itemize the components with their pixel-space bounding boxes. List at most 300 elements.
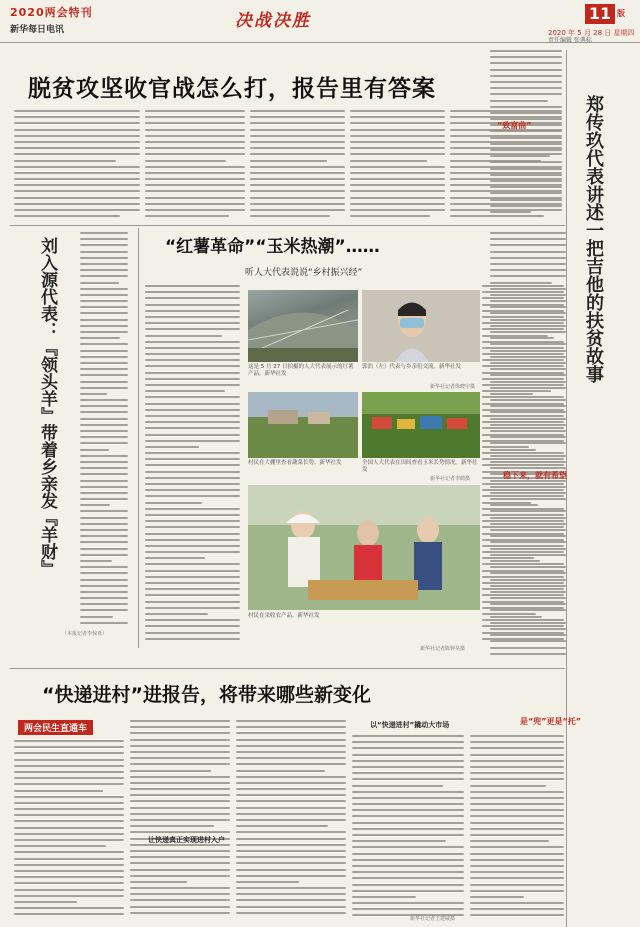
- text-line: [470, 865, 564, 867]
- text-line: [350, 184, 445, 186]
- text-line: [490, 616, 542, 618]
- text-line: [145, 508, 240, 510]
- column-divider: [138, 228, 139, 648]
- text-line: [490, 275, 566, 277]
- text-line: [490, 211, 531, 213]
- text-line: [145, 619, 240, 621]
- text-line: [470, 766, 564, 768]
- text-line: [236, 763, 346, 765]
- text-line: [145, 495, 240, 497]
- text-line: [470, 815, 564, 817]
- text-line: [130, 869, 230, 871]
- text-line: [80, 449, 109, 451]
- text-line: [14, 203, 140, 205]
- text-line: [145, 166, 245, 168]
- text-line: [490, 609, 566, 611]
- bottom-credit: 新华社记者王建威摄: [410, 916, 456, 922]
- text-line: [236, 720, 346, 722]
- text-line: [490, 498, 566, 500]
- text-line: [145, 209, 245, 211]
- text-line: [490, 192, 562, 194]
- text-line: [145, 539, 240, 541]
- text-line: [470, 822, 564, 824]
- text-line: [80, 337, 120, 339]
- text-line: [80, 331, 128, 333]
- text-line: [14, 790, 103, 792]
- photo2-caption: 郭浩（左）代表与乡亲们交流。新华社发: [362, 364, 462, 370]
- text-line: [145, 514, 240, 516]
- text-line: [14, 197, 140, 199]
- text-line: [470, 846, 564, 848]
- text-line: [14, 184, 140, 186]
- text-line: [490, 449, 536, 451]
- text-line: [80, 257, 128, 259]
- bottom-article-col2: [130, 720, 230, 922]
- text-line: [145, 347, 240, 349]
- text-line: [490, 69, 562, 71]
- text-line: [145, 372, 240, 374]
- text-line: [352, 778, 464, 780]
- text-line: [145, 153, 245, 155]
- text-line: [470, 884, 564, 886]
- text-line: [145, 141, 245, 143]
- text-line: [14, 209, 140, 211]
- text-line: [14, 820, 124, 822]
- text-line: [80, 591, 128, 593]
- text-line: [80, 251, 128, 253]
- text-line: [14, 858, 124, 860]
- text-line: [352, 785, 443, 787]
- text-line: [130, 906, 230, 908]
- text-line: [250, 129, 345, 131]
- text-line: [80, 300, 128, 302]
- text-line: [490, 93, 562, 95]
- page-label: 版: [617, 9, 625, 18]
- text-line: [470, 828, 564, 830]
- text-line: [490, 100, 548, 102]
- text-line: [490, 356, 566, 358]
- text-line: [490, 461, 566, 463]
- text-line: [130, 739, 230, 741]
- text-line: [352, 846, 464, 848]
- text-line: [490, 180, 562, 182]
- text-line: [14, 190, 140, 192]
- text-line: [250, 166, 345, 168]
- text-line: [14, 845, 106, 847]
- text-line: [80, 387, 128, 389]
- text-line: [14, 746, 124, 748]
- text-line: [470, 834, 564, 836]
- text-line: [236, 726, 346, 728]
- text-line: [14, 166, 140, 168]
- text-line: [350, 197, 445, 199]
- text-line: [470, 877, 564, 879]
- text-line: [352, 791, 464, 793]
- text-line: [80, 548, 128, 550]
- text-line: [470, 908, 564, 910]
- text-line: [490, 232, 566, 234]
- text-line: [350, 129, 445, 131]
- middle-subheadline: 听人大代表说说“乡村振兴经”: [245, 268, 363, 278]
- farmers-harvest-photo: [248, 485, 480, 610]
- text-line: [80, 510, 128, 512]
- text-line: [490, 263, 566, 265]
- text-line: [352, 822, 464, 824]
- text-line: [352, 766, 464, 768]
- text-line: [130, 912, 230, 914]
- text-line: [490, 541, 566, 543]
- text-line: [470, 853, 564, 855]
- text-line: [352, 884, 464, 886]
- text-line: [14, 783, 124, 785]
- text-line: [145, 464, 240, 466]
- text-line: [470, 896, 524, 898]
- text-line: [236, 887, 346, 889]
- text-line: [145, 390, 225, 392]
- text-line: [14, 882, 124, 884]
- text-line: [350, 141, 445, 143]
- text-line: [490, 362, 566, 364]
- text-line: [80, 566, 128, 568]
- text-line: [145, 316, 240, 318]
- text-line: [80, 486, 128, 488]
- text-line: [145, 304, 240, 306]
- text-line: [145, 110, 245, 112]
- text-line: [352, 853, 464, 855]
- text-line: [236, 732, 346, 734]
- text-line: [80, 263, 128, 265]
- text-line: [490, 566, 566, 568]
- text-line: [80, 368, 128, 370]
- text-line: [130, 800, 230, 802]
- text-line: [490, 467, 566, 469]
- text-line: [352, 772, 464, 774]
- bottom-article-col5: [470, 735, 564, 922]
- text-line: [490, 640, 566, 642]
- text-line: [80, 455, 128, 457]
- text-line: [470, 772, 564, 774]
- text-line: [470, 797, 564, 799]
- text-line: [145, 526, 240, 528]
- text-line: [145, 291, 240, 293]
- text-line: [250, 147, 345, 149]
- text-line: [490, 238, 566, 240]
- text-line: [80, 517, 128, 519]
- text-line: [130, 732, 230, 734]
- text-line: [145, 613, 208, 615]
- text-line: [352, 735, 464, 737]
- text-line: [250, 172, 345, 174]
- text-line: [130, 763, 230, 765]
- text-line: [80, 362, 128, 364]
- text-line: [350, 178, 445, 180]
- text-line: [490, 337, 554, 339]
- text-line: [236, 807, 346, 809]
- text-line: [80, 244, 128, 246]
- text-line: [145, 421, 240, 423]
- text-line: [470, 871, 564, 873]
- text-line: [14, 160, 116, 162]
- text-line: [80, 238, 128, 240]
- text-line: [145, 557, 205, 559]
- text-line: [490, 161, 562, 163]
- text-line: [352, 815, 464, 817]
- bottom-article-col4: [352, 735, 464, 922]
- right-vertical-headline: 郑传玖代表讲述一把吉他的扶贫故事: [583, 95, 604, 383]
- text-line: [14, 752, 124, 754]
- text-line: [236, 856, 346, 858]
- text-line: [130, 745, 230, 747]
- text-line: [490, 579, 566, 581]
- text-line: [145, 396, 240, 398]
- text-line: [236, 794, 346, 796]
- text-line: [80, 269, 128, 271]
- text-line: [490, 634, 566, 636]
- text-line: [80, 535, 128, 537]
- text-line: [470, 741, 564, 743]
- text-line: [236, 862, 346, 864]
- text-line: [130, 770, 211, 772]
- subhead-delivery-village: 让快递真正实现进村入户: [148, 836, 225, 844]
- text-line: [490, 424, 566, 426]
- right-column-divider: [566, 50, 567, 927]
- text-line: [470, 803, 564, 805]
- right-article-body: [490, 232, 566, 662]
- text-line: [145, 285, 240, 287]
- text-line: [145, 147, 245, 149]
- subhead-big-market: 以“快递进村”撬动大市场: [370, 721, 450, 729]
- text-line: [490, 62, 562, 64]
- text-line: [490, 368, 566, 370]
- text-line: [490, 106, 562, 108]
- text-line: [490, 257, 566, 259]
- text-line: [490, 504, 538, 506]
- lead-article-col1: [14, 110, 140, 222]
- text-line: [490, 455, 566, 457]
- text-line: [490, 381, 566, 383]
- text-line: [490, 331, 566, 333]
- text-line: [250, 209, 345, 211]
- text-line: [14, 765, 124, 767]
- text-line: [490, 81, 562, 83]
- text-line: [80, 480, 128, 482]
- text-line: [236, 776, 346, 778]
- greenhouse-photo: [248, 290, 358, 362]
- text-line: [352, 803, 464, 805]
- subhead-wen-xia-lai: 稳下来，就有希望: [503, 471, 567, 480]
- text-line: [145, 427, 240, 429]
- text-line: [250, 190, 345, 192]
- text-line: [130, 757, 230, 759]
- text-line: [490, 387, 566, 389]
- text-line: [80, 616, 113, 618]
- text-line: [250, 141, 345, 143]
- text-line: [80, 579, 128, 581]
- text-line: [352, 754, 464, 756]
- text-line: [145, 297, 240, 299]
- text-line: [14, 895, 124, 897]
- text-line: [80, 572, 128, 574]
- text-line: [14, 864, 124, 866]
- text-line: [145, 335, 222, 337]
- text-line: [490, 399, 566, 401]
- text-line: [14, 129, 140, 131]
- photo1-caption: 这是 5 月 27 日拍摄的人大代表展示的红薯产品。新华社发: [248, 364, 354, 377]
- text-line: [130, 850, 230, 852]
- text-line: [352, 809, 464, 811]
- text-line: [490, 510, 566, 512]
- text-line: [130, 788, 230, 790]
- text-line: [352, 840, 446, 842]
- text-line: [470, 760, 564, 762]
- text-line: [490, 374, 566, 376]
- text-line: [14, 870, 124, 872]
- text-line: [80, 461, 128, 463]
- text-line: [145, 440, 240, 442]
- text-line: [470, 747, 564, 749]
- text-line: [490, 653, 566, 655]
- text-line: [80, 585, 128, 587]
- text-line: [470, 778, 564, 780]
- text-line: [145, 483, 240, 485]
- text-line: [490, 591, 566, 593]
- bottom-article-col3: [236, 720, 346, 922]
- text-line: [490, 269, 566, 271]
- text-line: [490, 603, 566, 605]
- text-line: [80, 282, 119, 284]
- text-line: [490, 244, 566, 246]
- text-line: [80, 294, 128, 296]
- text-line: [14, 215, 120, 217]
- text-line: [130, 825, 214, 827]
- text-line: [236, 875, 346, 877]
- text-line: [14, 135, 140, 137]
- text-line: [236, 838, 346, 840]
- text-line: [14, 122, 140, 124]
- text-line: [350, 190, 445, 192]
- text-line: [250, 197, 345, 199]
- text-line: [490, 288, 566, 290]
- text-line: [490, 87, 562, 89]
- text-line: [352, 828, 464, 830]
- text-line: [14, 839, 124, 841]
- text-line: [80, 350, 128, 352]
- text-line: [350, 116, 445, 118]
- text-line: [145, 172, 245, 174]
- text-line: [250, 135, 345, 137]
- text-line: [80, 609, 128, 611]
- text-line: [145, 545, 240, 547]
- photo4-caption: 全国人大代表在田间查看玉米长势情况。新华社发: [362, 460, 478, 473]
- lead-article-col2: [145, 110, 245, 222]
- text-line: [250, 203, 345, 205]
- text-line: [80, 325, 128, 327]
- text-line: [490, 251, 566, 253]
- text-line: [80, 467, 128, 469]
- delegate-portrait-photo: [362, 290, 480, 362]
- text-line: [145, 190, 245, 192]
- text-line: [80, 418, 128, 420]
- text-line: [145, 601, 240, 603]
- text-line: [490, 418, 566, 420]
- lead-article-col4: [350, 110, 445, 222]
- subhead-dou-tuo: 是“兜”更是“托”: [520, 717, 582, 726]
- text-line: [145, 322, 240, 324]
- text-line: [236, 782, 346, 784]
- text-line: [145, 582, 240, 584]
- text-line: [490, 486, 566, 488]
- text-line: [80, 622, 128, 624]
- text-line: [470, 902, 564, 904]
- photo5-credit: 新华社记者陈钟昊摄: [420, 646, 466, 652]
- text-line: [14, 907, 124, 909]
- text-line: [352, 877, 464, 879]
- text-line: [130, 813, 230, 815]
- text-line: [14, 777, 124, 779]
- left-vertical-headline: 刘入源代表：『领头羊』带着乡亲发『羊财』: [37, 237, 57, 577]
- text-line: [490, 143, 562, 145]
- text-line: [80, 529, 128, 531]
- text-line: [250, 110, 345, 112]
- text-line: [490, 492, 566, 494]
- text-line: [350, 160, 427, 162]
- text-line: [490, 300, 566, 302]
- text-line: [352, 834, 464, 836]
- text-line: [130, 720, 230, 722]
- right-top-article: [490, 50, 562, 222]
- text-line: [145, 384, 240, 386]
- text-line: [80, 603, 128, 605]
- text-line: [145, 632, 240, 634]
- text-line: [350, 135, 445, 137]
- text-line: [250, 178, 345, 180]
- text-line: [130, 831, 230, 833]
- text-line: [145, 625, 240, 627]
- text-line: [130, 862, 230, 864]
- text-line: [130, 881, 187, 883]
- text-line: [145, 415, 240, 417]
- text-line: [236, 813, 346, 815]
- text-line: [236, 739, 346, 741]
- text-line: [145, 135, 245, 137]
- lead-article-col3: [250, 110, 345, 222]
- text-line: [490, 350, 566, 352]
- text-line: [490, 325, 566, 327]
- text-line: [490, 168, 562, 170]
- text-line: [236, 912, 346, 914]
- text-line: [250, 122, 345, 124]
- text-line: [236, 881, 299, 883]
- text-line: [80, 411, 128, 413]
- text-line: [145, 594, 240, 596]
- text-line: [490, 442, 566, 444]
- text-line: [130, 794, 230, 796]
- text-line: [14, 740, 124, 742]
- text-line: [80, 523, 128, 525]
- text-line: [490, 50, 562, 52]
- text-line: [490, 548, 566, 550]
- text-line: [350, 147, 445, 149]
- text-line: [130, 726, 230, 728]
- text-line: [145, 576, 240, 578]
- text-line: [470, 785, 546, 787]
- text-line: [80, 343, 128, 345]
- editor-credit: 责任编辑 张典标: [548, 37, 592, 44]
- text-line: [470, 890, 564, 892]
- text-line: [490, 430, 566, 432]
- text-line: [490, 312, 566, 314]
- middle-article-col1: [145, 285, 240, 650]
